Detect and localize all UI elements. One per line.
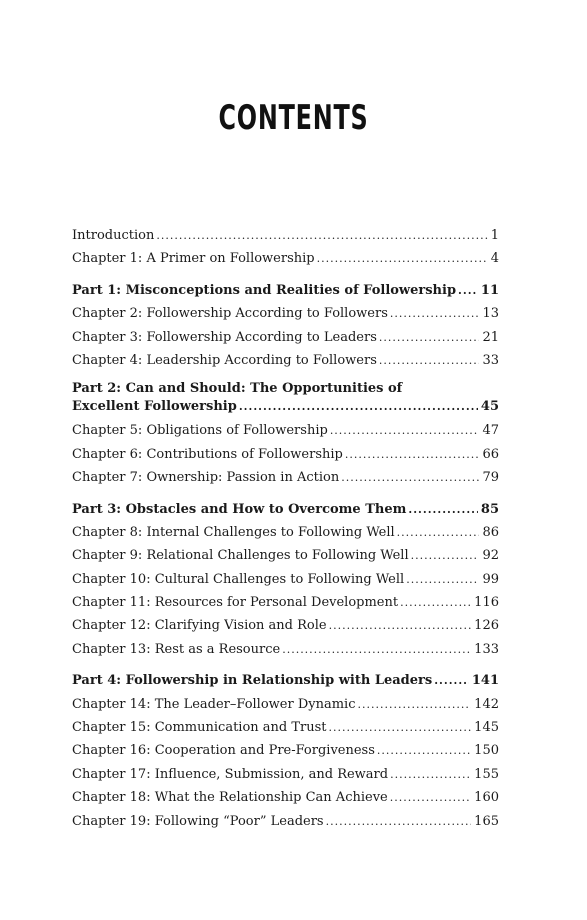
- toc-chapter-entry[interactable]: [72, 614, 499, 637]
- dot-leader: [341, 466, 479, 489]
- dot-leader: [358, 693, 472, 716]
- toc-chapter-entry[interactable]: [72, 786, 499, 809]
- toc-page-number: 4: [490, 251, 499, 267]
- toc-chapter-entry[interactable]: [72, 544, 499, 567]
- toc-entry-label: Chapter 10: Cultural Challenges to Following Well: [72, 571, 405, 587]
- toc-chapter-entry[interactable]: [72, 419, 499, 442]
- toc-entry-label: Chapter 18: What the Relationship Can Achieve: [72, 790, 388, 806]
- toc-chapter-entry[interactable]: [72, 810, 499, 833]
- toc-chapter-entry[interactable]: [72, 302, 499, 325]
- dot-leader: [458, 279, 478, 302]
- toc-chapter-entry[interactable]: [72, 568, 499, 591]
- toc-page-number: 141: [471, 673, 499, 689]
- toc-chapter-entry[interactable]: [72, 763, 499, 786]
- dot-leader: [434, 669, 469, 692]
- toc-chapter-entry[interactable]: [72, 521, 499, 544]
- toc-page-number: 142: [474, 696, 499, 712]
- toc-entry-label: Chapter 16: Cooperation and Pre-Forgiveness: [72, 743, 375, 759]
- toc-chapter-entry[interactable]: [72, 466, 499, 489]
- toc-page-number: 86: [482, 524, 499, 540]
- toc-page-number: 1: [490, 228, 499, 243]
- toc-chapter-entry[interactable]: [72, 739, 499, 762]
- dot-leader: [397, 521, 480, 544]
- toc-page-number: 116: [474, 595, 499, 611]
- toc-entry-label: Chapter 5: Obligations of Followership: [72, 423, 328, 439]
- dot-leader: [317, 247, 488, 270]
- toc-entry-label: Chapter 12: Clarifying Vision and Role: [72, 618, 327, 634]
- dot-leader: [326, 810, 472, 833]
- toc-entry-label: Chapter 11: Resources for Personal Development: [72, 595, 399, 611]
- toc-entry-label: Chapter 8: Internal Challenges to Following Well: [72, 524, 395, 540]
- toc-part-entry[interactable]: [72, 498, 499, 521]
- toc-page-number: 47: [482, 423, 499, 439]
- toc-chapter-entry[interactable]: [72, 591, 499, 614]
- toc-entry-label: Chapter 3: Followership According to Leaders: [72, 329, 377, 345]
- toc-chapter-entry[interactable]: [72, 443, 499, 466]
- dot-leader: [379, 349, 480, 372]
- toc-chapter-entry[interactable]: [72, 349, 499, 372]
- toc-entry-label: Excellent Followership: [72, 399, 237, 415]
- dot-leader: [329, 614, 472, 637]
- toc-entry-label: Chapter 15: Communication and Trust: [72, 720, 327, 736]
- toc-entry-label: Chapter 4: Leadership According to Followers: [72, 352, 377, 368]
- toc-entry-label: Part 1: Misconceptions and Realities of Followership: [72, 282, 457, 298]
- toc-chapter-entry[interactable]: [72, 224, 499, 247]
- toc-page-number: 45: [480, 399, 499, 415]
- toc-page-number: 160: [474, 790, 499, 806]
- toc-page-number: 165: [474, 813, 499, 829]
- dot-leader: [406, 568, 479, 591]
- toc-chapter-entry[interactable]: [72, 326, 499, 349]
- dot-leader: [400, 591, 471, 614]
- toc-page-number: 150: [474, 743, 499, 759]
- toc-part-entry[interactable]: [72, 669, 499, 692]
- dot-leader: [239, 398, 478, 416]
- toc-page-number: 33: [482, 352, 499, 368]
- toc-entry-label: Chapter 1: A Primer on Followership: [72, 251, 315, 267]
- toc-chapter-entry[interactable]: [72, 638, 499, 661]
- toc-entry-label: Introduction: [72, 228, 155, 243]
- toc-part-entry[interactable]: [72, 279, 499, 302]
- toc-page-number: 11: [480, 282, 499, 298]
- table-of-contents: [72, 224, 499, 833]
- toc-page-number: 99: [482, 571, 499, 587]
- toc-entry-label: Chapter 2: Followership According to Followers: [72, 306, 388, 322]
- toc-entry-label: Chapter 14: The Leader–Follower Dynamic: [72, 696, 356, 712]
- dot-leader: [329, 716, 472, 739]
- page-title: CONTENTS: [218, 98, 369, 138]
- toc-page-number: 13: [482, 306, 499, 322]
- toc-page-number: 126: [474, 618, 499, 634]
- toc-page-number: 133: [474, 641, 499, 657]
- dot-leader: [390, 786, 471, 809]
- toc-entry-label: Part 2: Can and Should: The Opportunities of: [72, 381, 403, 397]
- dot-leader: [156, 224, 487, 247]
- dot-leader: [390, 763, 471, 786]
- toc-chapter-entry[interactable]: [72, 247, 499, 270]
- toc-page-number: 66: [482, 446, 499, 462]
- dot-leader: [411, 544, 480, 567]
- toc-page-number: 85: [480, 501, 499, 517]
- toc-page-number: 92: [482, 548, 499, 564]
- toc-chapter-entry[interactable]: [72, 716, 499, 739]
- toc-entry-label: Chapter 19: Following “Poor” Leaders: [72, 813, 324, 829]
- dot-leader: [282, 638, 471, 661]
- toc-page-number: 79: [482, 470, 499, 486]
- dot-leader: [390, 302, 480, 325]
- dot-leader: [379, 326, 480, 349]
- toc-entry-label: Chapter 7: Ownership: Passion in Action: [72, 470, 340, 486]
- toc-part-entry[interactable]: [72, 380, 499, 419]
- toc-entry-label: Chapter 9: Relational Challenges to Following Well: [72, 548, 409, 564]
- toc-page-number: 21: [482, 329, 499, 345]
- toc-page-number: 155: [474, 766, 499, 782]
- toc-entry-label: Chapter 13: Rest as a Resource: [72, 641, 281, 657]
- toc-entry-label: Part 4: Followership in Relationship with Leaders: [72, 673, 433, 689]
- dot-leader: [408, 498, 478, 521]
- dot-leader: [377, 739, 471, 762]
- dot-leader: [345, 443, 480, 466]
- toc-page-number: 145: [474, 720, 499, 736]
- toc-entry-label: Chapter 6: Contributions of Followership: [72, 446, 343, 462]
- toc-entry-label: Part 3: Obstacles and How to Overcome Them: [72, 501, 407, 517]
- dot-leader: [330, 419, 480, 442]
- toc-entry-label: Chapter 17: Influence, Submission, and Reward: [72, 766, 389, 782]
- toc-chapter-entry[interactable]: [72, 693, 499, 716]
